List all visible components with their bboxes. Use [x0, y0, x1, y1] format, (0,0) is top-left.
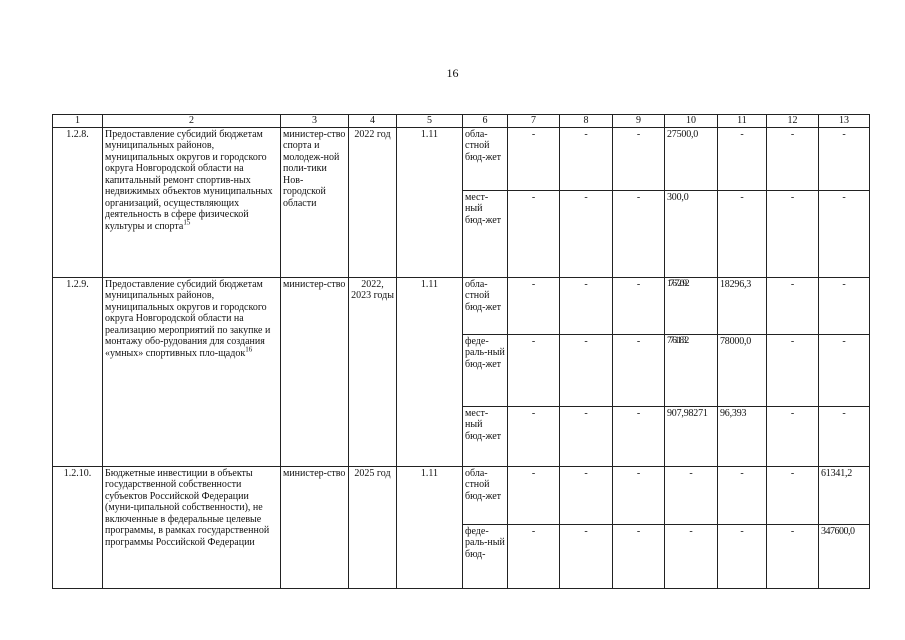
header-cell: 12 — [767, 115, 819, 128]
cell-7: - — [508, 466, 560, 524]
cell-9: - — [613, 466, 665, 524]
cell-13: 347600,0 — [819, 524, 870, 588]
page-number: 16 — [446, 66, 459, 80]
cell-11: 18296,3 — [718, 277, 767, 334]
cell-11: 78000,0 — [718, 334, 767, 406]
cell-12: - — [767, 190, 819, 277]
cell-12: - — [767, 277, 819, 334]
cell-8: - — [560, 406, 613, 466]
cell-10: - — [665, 524, 718, 588]
cell-13: - — [819, 277, 870, 334]
table-row — [53, 127, 870, 190]
budget-table — [52, 114, 870, 589]
cell-12: - — [767, 334, 819, 406]
year: 2022, 2023 годы — [349, 277, 397, 466]
cell-13: - — [819, 190, 870, 277]
header-row — [53, 115, 870, 128]
cell-8: - — [560, 334, 613, 406]
measure-name: Предоставление субсидий бюджетам муниципальных районов, муниципальных округов и городского округа Новгородской области на реализацию мероприятий по закупке и монтажу обо-рудования для создания «умных» спортивных пло-щадок$^{16}$ — [103, 277, 281, 466]
budget-source: мест-ный бюд-жет — [463, 190, 508, 277]
cell-9: - — [613, 190, 665, 277]
cell-7: - — [508, 127, 560, 190]
cell-13: - — [819, 406, 870, 466]
header-cell: 10 — [665, 115, 718, 128]
cell-8: - — [560, 524, 613, 588]
header-cell: 2 — [103, 115, 281, 128]
cell-9: - — [613, 406, 665, 466]
header-cell: 1 — [53, 115, 103, 128]
table-row — [53, 466, 870, 524]
cell-7: - — [508, 334, 560, 406]
year: 2022 год — [349, 127, 397, 277]
executor: министер-ство — [281, 466, 349, 588]
cell-7: - — [508, 277, 560, 334]
cell-12: - — [767, 466, 819, 524]
row-number: 1.2.9. — [53, 277, 103, 466]
indicator-code: 1.11 — [397, 466, 463, 588]
cell-12: - — [767, 127, 819, 190]
cell-9: - — [613, 127, 665, 190]
indicator-code: 1.11 — [397, 127, 463, 277]
year: 2025 год — [349, 466, 397, 588]
budget-source: обла-стной бюд-жет — [463, 466, 508, 524]
budget-source: мест-ный бюд-жет — [463, 406, 508, 466]
cell-11: - — [718, 466, 767, 524]
executor: министер-ство спорта и молодеж-ной поли-тики Нов-городской области — [281, 127, 349, 277]
cell-10: 27500,0 — [665, 127, 718, 190]
executor: министер-ство — [281, 277, 349, 466]
cell-10: - — [665, 466, 718, 524]
measure-name: Бюджетные инвестиции в объекты государственной собственности субъектов Российской Федерации (муни-ципальной собственности), не включенные в федеральные целевые программы, в рамках государственной программы Российской Федерации — [103, 466, 281, 588]
header-cell: 7 — [508, 115, 560, 128]
cell-8: - — [560, 190, 613, 277]
header-cell: 13 — [819, 115, 870, 128]
budget-source: феде-раль-ный бюд- — [463, 524, 508, 588]
cell-10: 300,0 — [665, 190, 718, 277]
cell-11: 96,393 — [718, 406, 767, 466]
header-cell: 3 — [281, 115, 349, 128]
cell-7: - — [508, 524, 560, 588]
cell-7: - — [508, 406, 560, 466]
cell-7: - — [508, 190, 560, 277]
budget-source: обла-стной бюд-жет — [463, 277, 508, 334]
cell-12: - — [767, 524, 819, 588]
header-cell: 9 — [613, 115, 665, 128]
cell-12: - — [767, 406, 819, 466]
header-cell: 4 — [349, 115, 397, 128]
cell-8: - — [560, 277, 613, 334]
cell-10: 17672092 — [665, 277, 718, 334]
cell-13: 61341,2 — [819, 466, 870, 524]
cell-8: - — [560, 127, 613, 190]
table-row — [53, 277, 870, 334]
cell-9: - — [613, 524, 665, 588]
cell-8: - — [560, 466, 613, 524]
header-cell: 5 — [397, 115, 463, 128]
row-number: 1.2.10. — [53, 466, 103, 588]
cell-13: - — [819, 127, 870, 190]
header-cell: 11 — [718, 115, 767, 128]
cell-11: - — [718, 190, 767, 277]
measure-name: Предоставление субсидий бюджетам муниципальных районов, муниципальных округов и городского округа Новгородской области на капитальный ремонт спортив-ных недвижимых объектов муниципальных организаций, осуществляющих деятельность в сфере физической культуры и спорта$^{15}$ — [103, 127, 281, 277]
budget-source: феде-раль-ный бюд-жет — [463, 334, 508, 406]
budget-source: облa-стной бюд-жет — [463, 127, 508, 190]
cell-9: - — [613, 277, 665, 334]
header-cell: 8 — [560, 115, 613, 128]
indicator-code: 1.11 — [397, 277, 463, 466]
header-cell: 6 — [463, 115, 508, 128]
row-number: 1.2.8. — [53, 127, 103, 277]
cell-13: - — [819, 334, 870, 406]
cell-11: - — [718, 127, 767, 190]
cell-10: 907,98271 — [665, 406, 718, 466]
cell-9: - — [613, 334, 665, 406]
cell-11: - — [718, 524, 767, 588]
cell-10: 77611832 — [665, 334, 718, 406]
